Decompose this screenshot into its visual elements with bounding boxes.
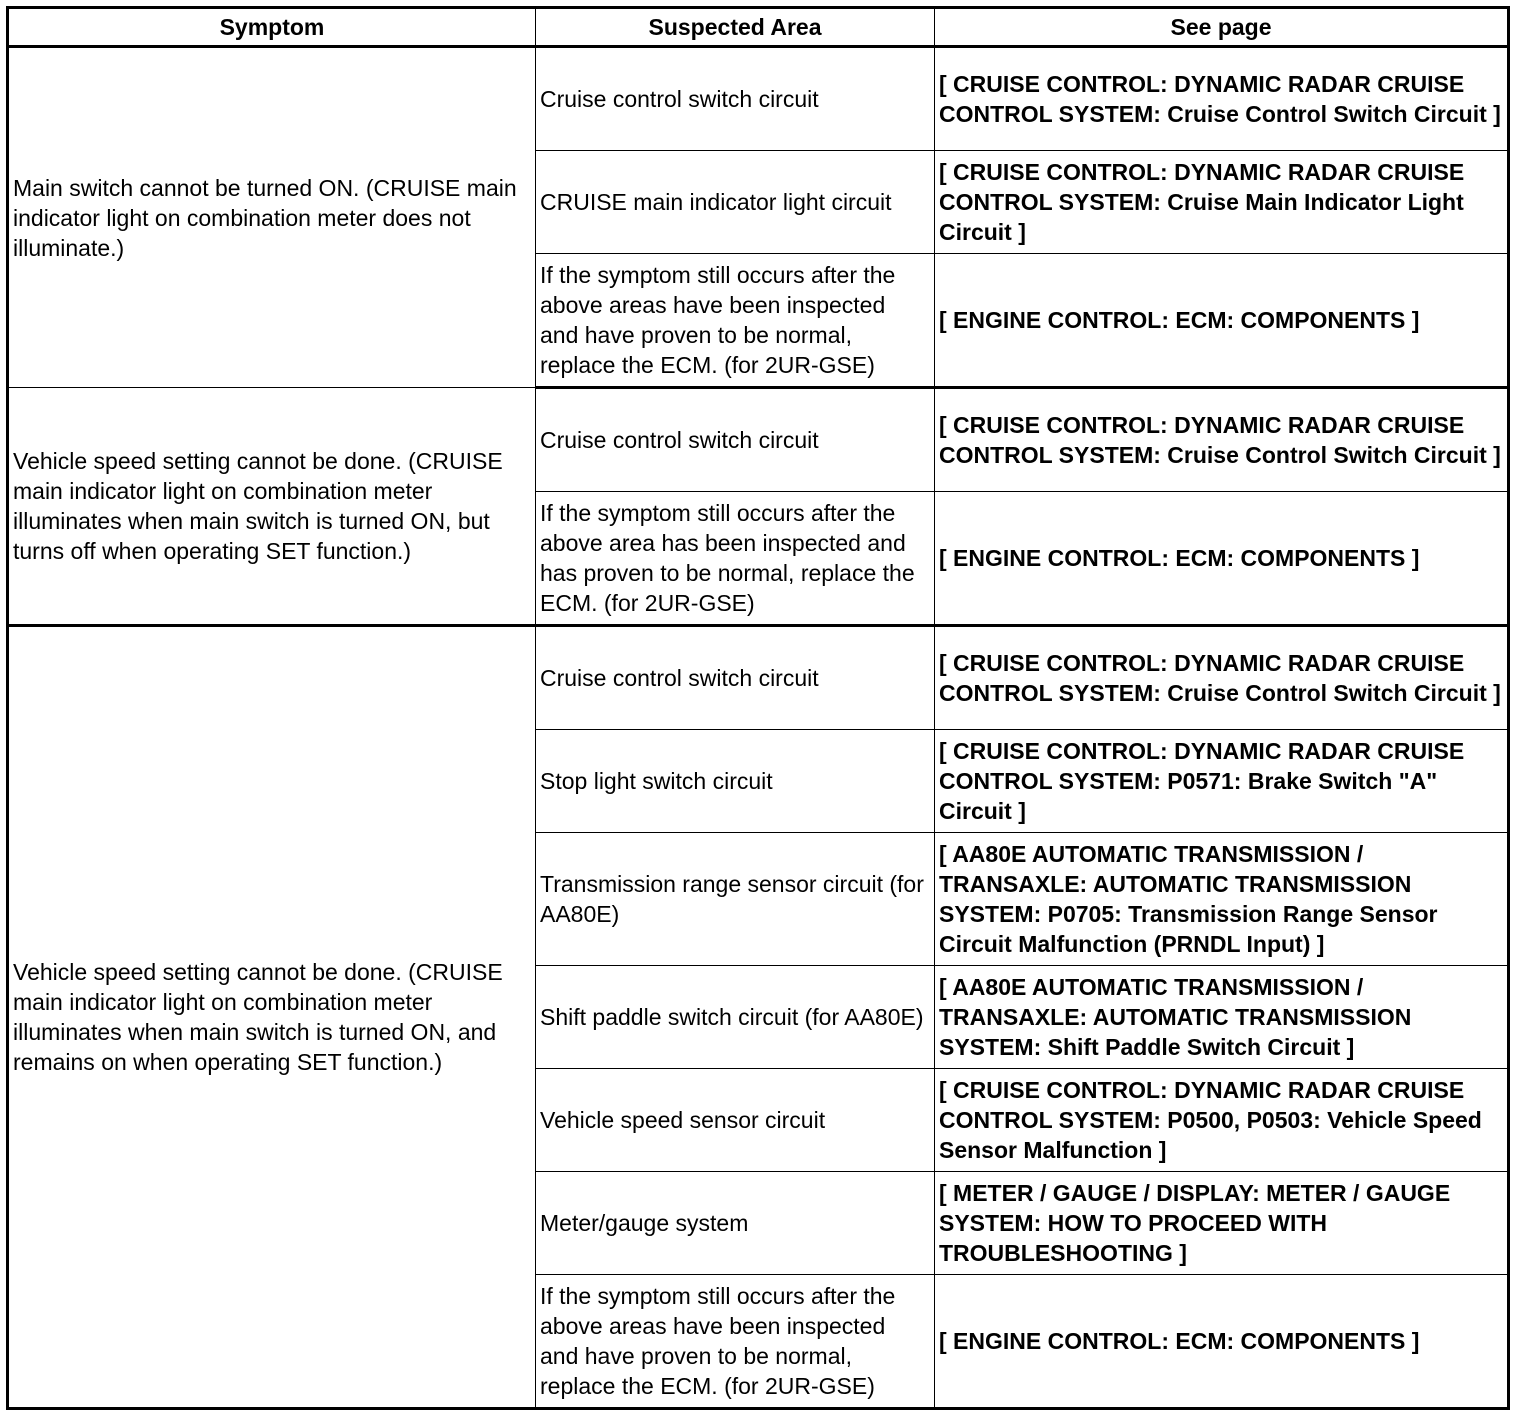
see-page-reference[interactable]: [ ENGINE CONTROL: ECM: COMPONENTS ] xyxy=(935,492,1509,626)
see-page-reference[interactable]: [ ENGINE CONTROL: ECM: COMPONENTS ] xyxy=(935,1275,1509,1409)
see-page-reference[interactable]: [ CRUISE CONTROL: DYNAMIC RADAR CRUISE CONTROL SYSTEM: Cruise Control Switch Circuit ] xyxy=(935,388,1509,492)
suspected-area-cell: CRUISE main indicator light circuit xyxy=(536,151,935,254)
table-row xyxy=(8,626,1509,730)
see-page-reference[interactable]: [ CRUISE CONTROL: DYNAMIC RADAR CRUISE CONTROL SYSTEM: Cruise Main Indicator Light Circuit ] xyxy=(935,151,1509,254)
see-page-reference[interactable]: [ CRUISE CONTROL: DYNAMIC RADAR CRUISE CONTROL SYSTEM: P0500, P0503: Vehicle Speed Sensor Malfunction ] xyxy=(935,1069,1509,1172)
suspected-area-cell: Transmission range sensor circuit (for AA80E) xyxy=(536,833,935,966)
suspected-area-cell: Stop light switch circuit xyxy=(536,730,935,833)
symptom-cell: Vehicle speed setting cannot be done. (CRUISE main indicator light on combination meter illuminates when main switch is turned ON, and remains on when operating SET function.) xyxy=(8,626,536,1409)
see-page-reference[interactable]: [ CRUISE CONTROL: DYNAMIC RADAR CRUISE CONTROL SYSTEM: Cruise Control Switch Circuit ] xyxy=(935,626,1509,730)
suspected-area-cell: Meter/gauge system xyxy=(536,1172,935,1275)
header-suspected-area: Suspected Area xyxy=(536,8,935,47)
header-symptom: Symptom xyxy=(8,8,536,47)
suspected-area-cell: If the symptom still occurs after the above area has been inspected and has proven to be normal, replace the ECM. (for 2UR-GSE) xyxy=(536,492,935,626)
suspected-area-cell: Cruise control switch circuit xyxy=(536,47,935,151)
suspected-area-cell: Shift paddle switch circuit (for AA80E) xyxy=(536,966,935,1069)
see-page-reference[interactable]: [ AA80E AUTOMATIC TRANSMISSION / TRANSAXLE: AUTOMATIC TRANSMISSION SYSTEM: Shift Paddle Switch Circuit ] xyxy=(935,966,1509,1069)
suspected-area-cell: If the symptom still occurs after the above areas have been inspected and have proven to be normal, replace the ECM. (for 2UR-GSE) xyxy=(536,1275,935,1409)
see-page-reference[interactable]: [ CRUISE CONTROL: DYNAMIC RADAR CRUISE CONTROL SYSTEM: P0571: Brake Switch "A" Circuit ] xyxy=(935,730,1509,833)
see-page-reference[interactable]: [ METER / GAUGE / DISPLAY: METER / GAUGE SYSTEM: HOW TO PROCEED WITH TROUBLESHOOTING ] xyxy=(935,1172,1509,1275)
header-see-page: See page xyxy=(935,8,1509,47)
table-row xyxy=(8,47,1509,151)
see-page-reference[interactable]: [ AA80E AUTOMATIC TRANSMISSION / TRANSAXLE: AUTOMATIC TRANSMISSION SYSTEM: P0705: Transmission Range Sensor Circuit Malfunction (PRNDL Input) ] xyxy=(935,833,1509,966)
troubleshooting-table xyxy=(6,6,1510,1410)
see-page-reference[interactable]: [ ENGINE CONTROL: ECM: COMPONENTS ] xyxy=(935,254,1509,388)
table-row xyxy=(8,388,1509,492)
symptom-cell: Main switch cannot be turned ON. (CRUISE main indicator light on combination meter does not illuminate.) xyxy=(8,47,536,388)
see-page-reference[interactable]: [ CRUISE CONTROL: DYNAMIC RADAR CRUISE CONTROL SYSTEM: Cruise Control Switch Circuit ] xyxy=(935,47,1509,151)
suspected-area-cell: Cruise control switch circuit xyxy=(536,388,935,492)
header-row xyxy=(8,8,1509,47)
symptom-cell: Vehicle speed setting cannot be done. (CRUISE main indicator light on combination meter illuminates when main switch is turned ON, but turns off when operating SET function.) xyxy=(8,388,536,626)
suspected-area-cell: If the symptom still occurs after the above areas have been inspected and have proven to be normal, replace the ECM. (for 2UR-GSE) xyxy=(536,254,935,388)
suspected-area-cell: Cruise control switch circuit xyxy=(536,626,935,730)
suspected-area-cell: Vehicle speed sensor circuit xyxy=(536,1069,935,1172)
